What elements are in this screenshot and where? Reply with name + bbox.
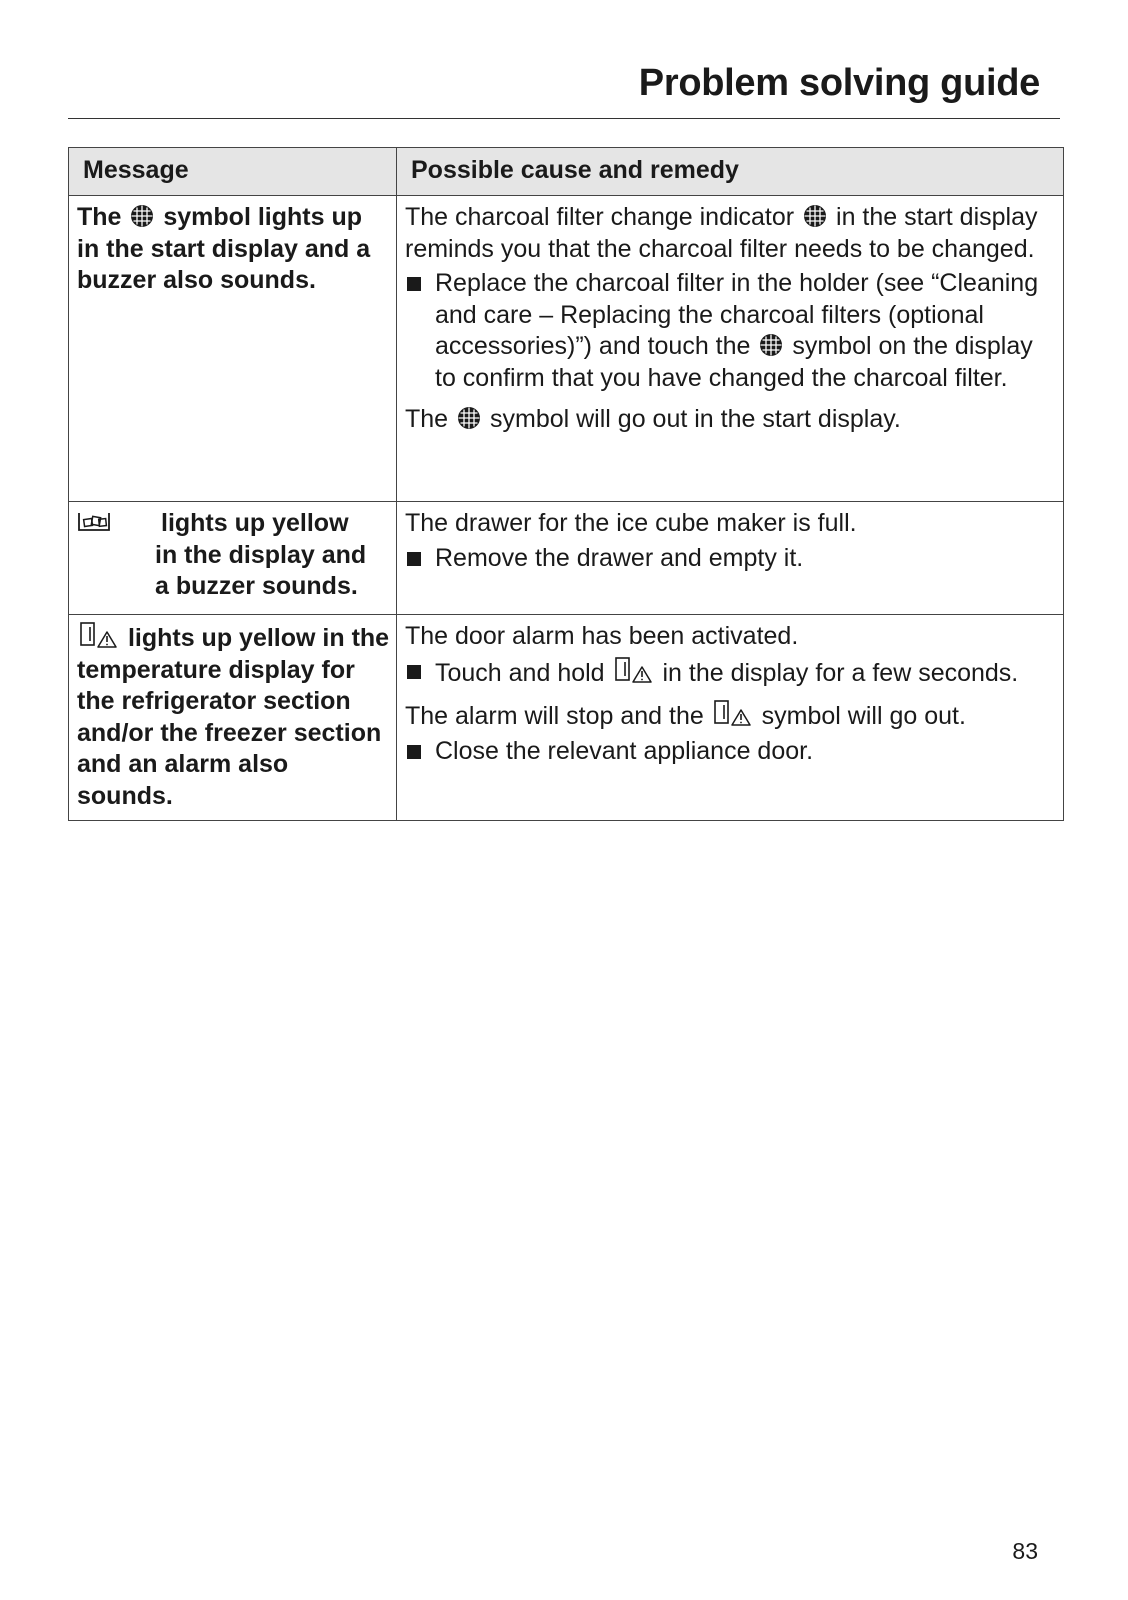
remedy-intro: The drawer for the ice cube maker is full.	[405, 509, 857, 537]
column-header-remedy: Possible cause and remedy	[397, 148, 1064, 196]
remedy-intro	[405, 202, 1055, 265]
door-alarm-icon	[79, 621, 119, 649]
remedy-mid-end: symbol will go out.	[761, 702, 966, 730]
bullet-square-icon	[407, 665, 421, 679]
bullet-square-icon	[407, 745, 421, 759]
title-divider	[68, 118, 1060, 119]
bullet-text-start: Replace the charcoal filter in the holder (see “Cleaning and care – Replacing the charcoal filters (optional accessories)”) and touch the	[435, 269, 1039, 360]
table-row	[69, 615, 1064, 821]
remedy-intro: The door alarm has been activated.	[405, 622, 799, 650]
message-line: lights up yellow	[161, 509, 349, 537]
message-text: lights up yellow in the temperature display for the refrigerator section and/or the freezer section and an alarm also sounds.	[77, 624, 390, 810]
table-header-row	[69, 148, 1064, 196]
message-cell	[69, 615, 397, 821]
problem-solving-table	[68, 147, 1064, 821]
remedy-bullet	[405, 736, 1055, 768]
bullet-text: Remove the drawer and empty it.	[435, 543, 804, 572]
remedy-outro	[405, 404, 1055, 436]
remedy-mid	[405, 699, 1055, 733]
remedy-bullet	[405, 656, 1055, 690]
remedy-outro-end: symbol will go out in the start display.	[490, 405, 901, 433]
bullet-text-end: in the display for a few seconds.	[662, 658, 1019, 687]
message-cell	[69, 196, 397, 502]
remedy-outro-start: The	[405, 405, 449, 433]
table-row	[69, 196, 1064, 502]
table-row	[69, 502, 1064, 615]
message-text-end: symbol lights up in the start display and a buzzer also sounds.	[77, 203, 371, 294]
message-line: in the display and	[155, 540, 367, 569]
charcoal-filter-icon	[130, 204, 154, 228]
message-line: a buzzer sounds.	[155, 572, 358, 600]
remedy-mid-start: The alarm will stop and the	[405, 702, 704, 730]
remedy-intro-start: The charcoal filter change indicator	[405, 203, 795, 231]
column-header-message: Message	[69, 148, 397, 196]
page-number: 83	[1012, 1538, 1038, 1564]
remedy-bullet	[405, 543, 1055, 575]
ice-cube-drawer-icon	[77, 510, 111, 534]
charcoal-filter-icon	[803, 204, 827, 228]
page-title: Problem solving guide	[638, 62, 1040, 104]
remedy-cell	[397, 196, 1064, 502]
remedy-intro-end: in the start display reminds you that the charcoal filter needs to be changed.	[405, 203, 1038, 263]
remedy-bullet	[405, 268, 1055, 394]
bullet-text: Close the relevant appliance door.	[435, 736, 814, 765]
bullet-square-icon	[407, 552, 421, 566]
door-alarm-icon	[614, 656, 654, 684]
message-text-start: The	[77, 203, 122, 231]
bullet-square-icon	[407, 277, 421, 291]
remedy-cell	[397, 615, 1064, 821]
charcoal-filter-icon	[759, 333, 783, 357]
charcoal-filter-icon	[457, 406, 481, 430]
door-alarm-icon	[713, 699, 753, 727]
bullet-text-start: Touch and hold	[435, 658, 605, 687]
remedy-cell	[397, 502, 1064, 615]
message-cell	[69, 502, 397, 615]
bullet-text-end: symbol on the display to confirm that you have changed the charcoal filter.	[435, 332, 1033, 392]
